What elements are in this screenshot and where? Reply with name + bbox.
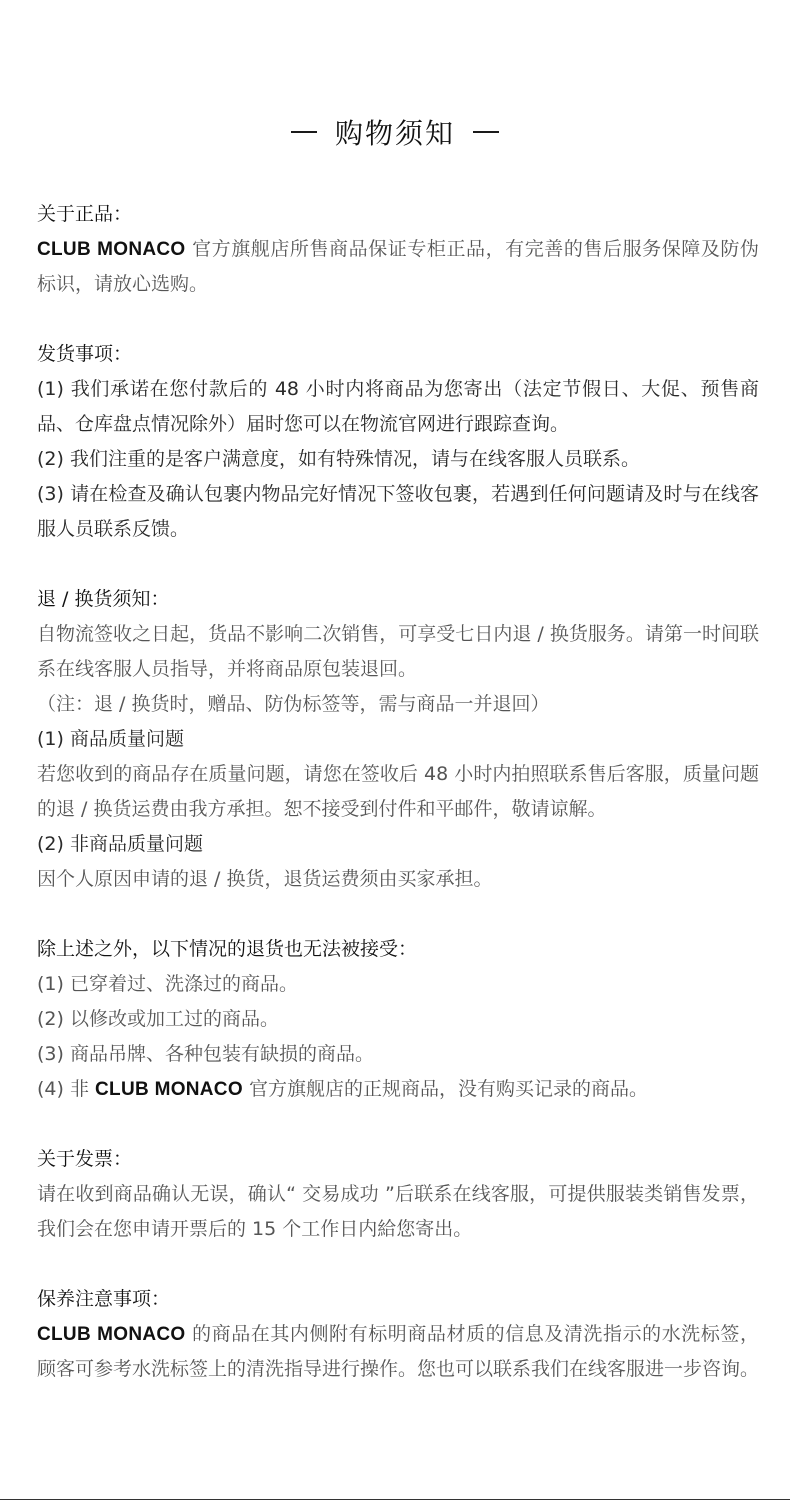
authentic-body [37, 232, 759, 302]
shipping-item-2: (2) 我们注重的是客户满意度，如有特殊情况，请与在线客服人员联系。 [37, 448, 640, 470]
returns-quality-title: (1) 商品质量问题 [37, 728, 184, 750]
brand-name-care: CLUB MONACO [37, 1324, 186, 1345]
section-shipping [37, 337, 759, 547]
returns-intro: 自物流签收之日起，货品不影响二次销售，可享受七日内退 / 换货服务。请第一时间联系在线客服人员指导，并将商品原包装退回。 [37, 623, 759, 680]
section-authentic [37, 197, 759, 302]
returns-nonquality-body: 因个人原因申请的退 / 换货，退货运费须由买家承担。 [37, 868, 493, 890]
page-title: 购物须知 [334, 117, 455, 150]
shipping-item-1: (1) 我们承诺在您付款后的 48 小时内将商品为您寄出（法定节假日、大促、预售商品、仓库盘点情况除外）届时您可以在物流官网进行跟踪查询。 [37, 378, 759, 435]
section-heading-shipping: 发货事项： [37, 343, 133, 365]
exceptions-item-4-suffix: 官方旗舰店的正规商品，没有购买记录的商品。 [248, 1078, 648, 1100]
invoice-body: 请在收到商品确认无误，确认“ 交易成功 ”后联系在线客服，可提供服装类销售发票，我们会在您申请开票后的 15 个工作日内給您寄出。 [37, 1183, 759, 1240]
title-left-dash [291, 131, 317, 133]
exceptions-item-4 [37, 1072, 759, 1107]
care-body-text: 的商品在其内侧附有标明商品材质的信息及清洗指示的水洗标签，顾客可参考水洗标签上的清洗指导进行操作。您也可以联系我们在线客服进一步咨询。 [37, 1323, 760, 1380]
title-right-dash [473, 131, 499, 133]
brand-name: CLUB MONACO [37, 239, 186, 260]
section-returns [37, 582, 759, 897]
exceptions-item-1: (1) 已穿着过、洗涤过的商品。 [37, 973, 298, 995]
returns-note: （注：退 / 换货时，赠品、防伪标签等，需与商品一并退回） [37, 693, 550, 715]
exceptions-item-3: (3) 商品吊牌、各种包装有缺损的商品。 [37, 1043, 374, 1065]
notice-content [37, 197, 759, 1422]
brand-name-inline: CLUB MONACO [95, 1079, 243, 1100]
authentic-body-text: 官方旗舰店所售商品保证专柜正品，有完善的售后服务保障及防伪标识，请放心选购。 [37, 238, 759, 295]
shipping-item-3: (3) 请在检查及确认包裹内物品完好情况下签收包裹，若遇到任何问题请及时与在线客服人员联系反馈。 [37, 483, 759, 540]
returns-quality-body: 若您收到的商品存在质量问题，请您在签收后 48 小时内拍照联系售后客服，质量问题的退 / 换货运费由我方承担。恕不接受到付件和平邮件，敬请谅解。 [37, 763, 759, 820]
section-heading-authentic: 关于正品： [37, 203, 133, 225]
page-title-row [0, 110, 790, 154]
returns-nonquality-title: (2) 非商品质量问题 [37, 833, 203, 855]
section-heading-care: 保养注意事项： [37, 1288, 171, 1310]
section-care [37, 1282, 759, 1387]
section-heading-invoice: 关于发票： [37, 1148, 133, 1170]
section-invoice [37, 1142, 759, 1247]
exceptions-item-4-prefix: (4) 非 [37, 1078, 89, 1100]
exceptions-item-2: (2) 以修改或加工过的商品。 [37, 1008, 279, 1030]
section-exceptions [37, 932, 759, 1107]
section-heading-exceptions: 除上述之外，以下情况的退货也无法被接受： [37, 938, 418, 960]
care-body [37, 1317, 759, 1387]
section-heading-returns: 退 / 换货须知： [37, 588, 170, 610]
